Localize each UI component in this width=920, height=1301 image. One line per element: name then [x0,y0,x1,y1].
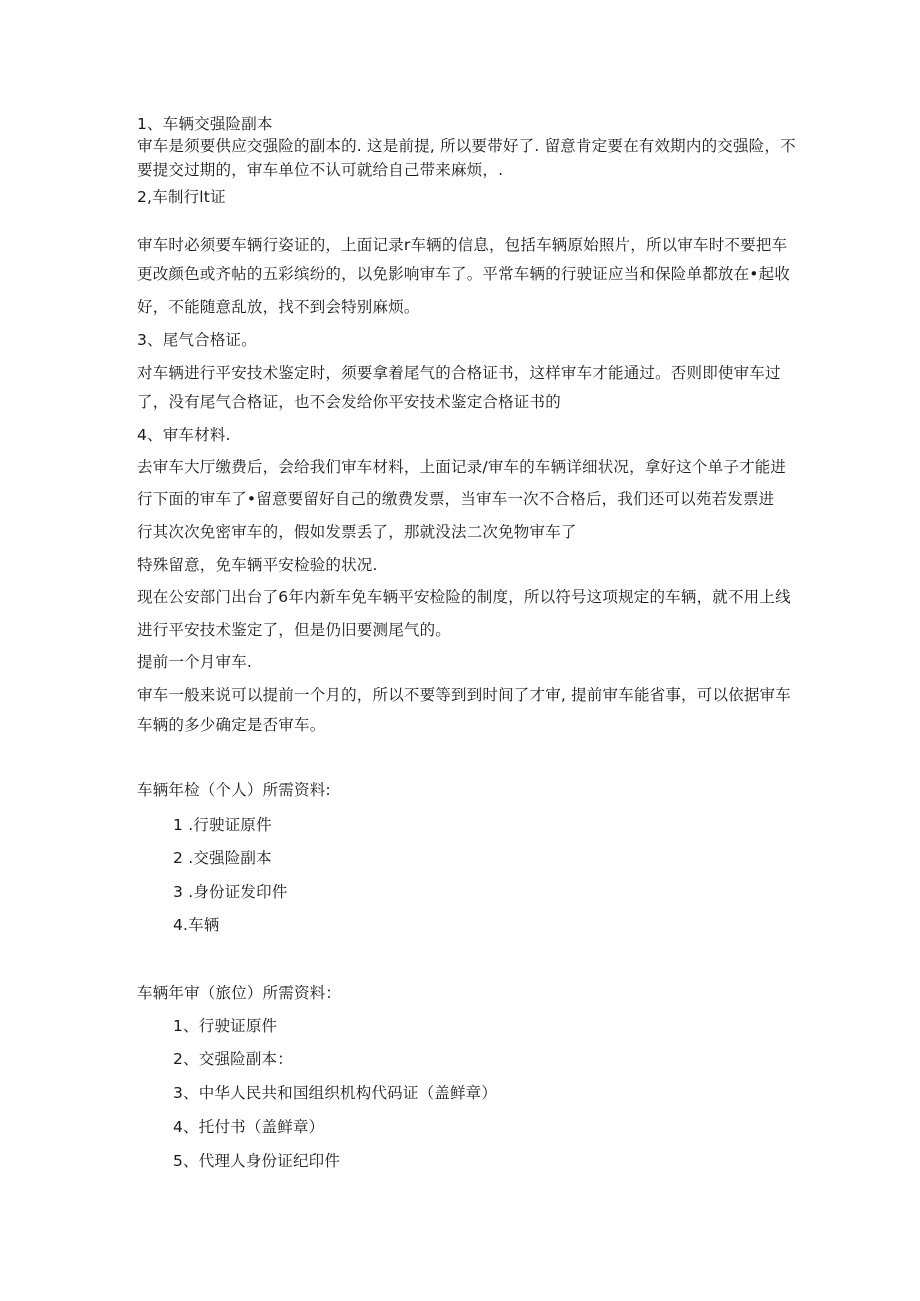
unit-list-item: 1、行驶证原件 [173,1017,278,1035]
personal-list-item: 4.车辆 [173,916,220,934]
section-2-heading: 2,车制行lt证 [137,188,226,206]
unit-list-item: 3、中华人民共和国组织机构代码证（盖鲜章） [173,1084,498,1102]
section-2-line-2: 更改颜色或齐帖的五彩缤纷的，以免影响审车了。平常车辆的行驶证应当和保险单都放在•起收 [137,265,791,283]
section-5-line-1: 现在公安部门出台了6年内新车免车辆平安检险的制度，所以符号这项规定的车辆，就不用上线 [137,588,791,606]
section-4-line-3: 行其次次免密审车的，假如发票丢了，那就没法二次免物审车了 [137,523,577,541]
section-2-line-3: 好，不能随意乱放，找不到会特别麻烦。 [137,298,420,316]
personal-list-item: 2 .交强险副本 [173,849,272,867]
section-4-line-2: 行下面的审车了•留意要留好自己的缴费发票，当审车一次不合格后，我们还可以苑若发票进 [137,490,775,508]
section-6-line-1: 审车一般来说可以提前一个月的，所以不要等到到时间了才审, 提前审车能省事，可以依据审车 [137,686,791,704]
section-3-line-2: 了，没有尾气合格证，也不会发给你平安技术鉴定合格证书的 [137,393,561,411]
section-1-heading: 1、车辆交强险副本 [137,115,273,133]
unit-list-item: 5、代理人身份证纪印件 [173,1152,341,1170]
section-5-line-2: 进行平安技术鉴定了，但是仍旧要测尾气的。 [137,621,452,639]
section-6-heading: 提前一个月审车. [137,653,253,671]
section-3-line-1: 对车辆进行平安技术鉴定时，须要拿着尾气的合格证书，这样审车才能通过。否则即使审车过 [137,364,781,382]
section-1-line-1: 审车是须要供应交强险的副本的. 这是前提, 所以要带好了. 留意肯定要在有效期内的交强险，不 [137,137,796,155]
unit-list-item: 4、托付书（盖鲜章） [173,1118,325,1136]
section-5-heading: 特殊留意，免车辆平安检验的状况. [137,556,378,574]
personal-list-item: 1 .行驶证原件 [173,816,272,834]
personal-list-title: 车辆年检（个人）所需资料: [137,781,331,799]
unit-list-item: 2、交强险副本： [173,1050,293,1068]
section-1-line-2: 要提交过期的，审车单位不认可就给自己带来麻烦，. [137,161,504,179]
section-3-heading: 3、尾气合格证。 [137,331,257,349]
section-6-line-2: 车辆的多少确定是否审车。 [137,716,326,734]
section-4-line-1: 去审车大厅缴费后，会给我们审车材料，上面记录/审车的车辆详细状况，拿好这个单子才能进 [137,458,787,476]
unit-list-title: 车辆年审（旅位）所需资料： [137,984,342,1002]
section-4-heading: 4、审车材料. [137,426,231,444]
section-2-line-1: 审车时必须要车辆行姿证的，上面记录r车辆的信息，包括车辆原始照片，所以审车时不要把车 [137,236,788,254]
personal-list-item: 3 .身份证发印件 [173,883,288,901]
